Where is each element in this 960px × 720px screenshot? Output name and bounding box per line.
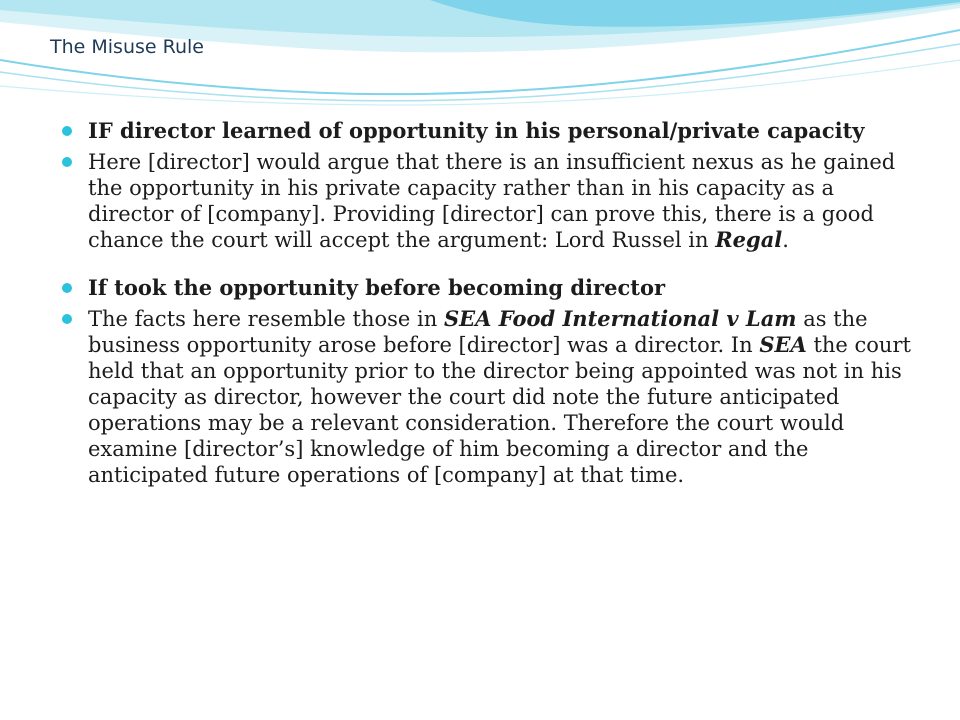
bullet-item — [62, 149, 912, 253]
bullet-item — [62, 275, 912, 301]
bullet-dot-icon — [62, 314, 72, 324]
bullet-dot-icon — [62, 283, 72, 293]
bullet-item — [62, 118, 912, 144]
bullet-text: Here [director] would argue that there is an insufficient nexus as he gained the opportunity in his private capacity rather than in his capacity as a director of [company]. Providing [director] can prove this, there is a good chance the court will accept the argument: Lord Russel in — [88, 150, 896, 252]
case-name-regal: Regal — [715, 227, 783, 252]
case-name-sea-food: SEA Food International v Lam — [443, 306, 797, 331]
bullet-item — [62, 306, 912, 488]
bullet-text: The facts here resemble those in — [88, 307, 444, 331]
slide-title: The Misuse Rule — [50, 36, 204, 58]
bullet-text: If took the opportunity before becoming director — [88, 275, 666, 300]
bullet-text: IF director learned of opportunity in his personal/private capacity — [88, 118, 865, 143]
bullet-text: as the business opportunity arose before [director] was a director. In — [88, 307, 868, 357]
case-name-sea: SEA — [759, 332, 807, 357]
bullet-dot-icon — [62, 126, 72, 136]
bullet-list — [62, 118, 912, 493]
bullet-text: the court held that an opportunity prior to the director being appointed was not in his capacity as director, however the court did note the future anticipated operations may be a relevant consideration. Therefore the court would examine [director’s] knowledge of him becoming a director and the anticipated future operations of [company] at that time. — [88, 333, 911, 487]
bullet-dot-icon — [62, 157, 72, 167]
bullet-text: . — [782, 228, 789, 252]
